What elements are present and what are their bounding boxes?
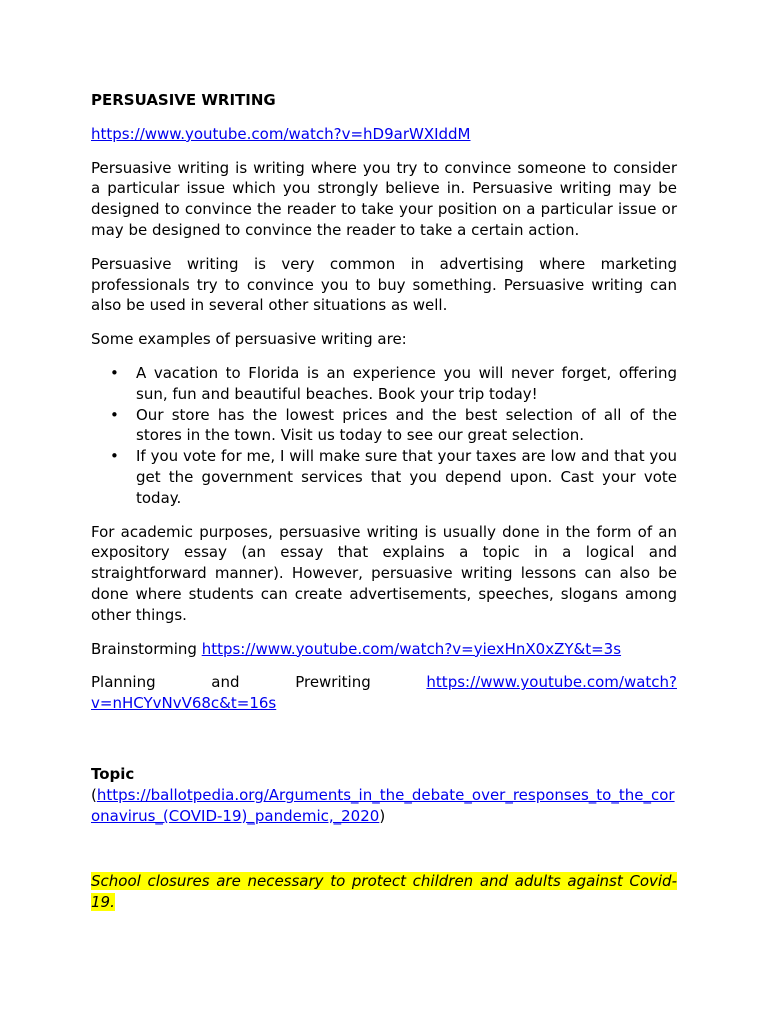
document-page	[91, 90, 677, 913]
document-title: PERSUASIVE WRITING	[91, 91, 276, 109]
example-text: Our store has the lowest prices and the best selection of all of the stores in the town. Visit us today to see our great selection.	[136, 405, 677, 445]
planning-label: Planning and Prewriting	[91, 673, 371, 692]
bullet-icon: •	[110, 405, 119, 424]
spacer	[91, 826, 677, 871]
intro-link-paragraph	[91, 124, 677, 145]
examples-list	[91, 363, 677, 509]
example-text: A vacation to Florida is an experience you will never forget, offering sun, fun and beautiful beaches. Book your trip today!	[136, 363, 677, 403]
thesis-statement	[91, 871, 677, 913]
topic-link-line	[91, 785, 677, 827]
planning-line	[91, 672, 677, 693]
brainstorming-line	[91, 639, 677, 660]
paragraph-advertising: Persuasive writing is very common in advertising where marketing professionals try to convince you to buy something. Persuasive writing can also be used in several other situations as well.	[91, 254, 677, 315]
example-text: If you vote for me, I will make sure that your taxes are low and that you get the government services that you depend upon. Cast your vote today.	[136, 447, 677, 507]
topic-close-paren: )	[379, 806, 386, 825]
brainstorming-label: Brainstorming	[91, 639, 197, 658]
topic-heading: Topic	[91, 764, 135, 783]
bullet-icon: •	[110, 447, 119, 466]
topic-open-paren: (	[91, 785, 97, 804]
planning-line-continued	[91, 693, 677, 714]
brainstorming-video-link[interactable]: https://www.youtube.com/watch?v=yiexHnX0xZY&t=3s	[201, 639, 622, 658]
paragraph-definition: Persuasive writing is writing where you try to convince someone to consider a particular issue which you strongly believe in. Persuasive writing may be designed to convince the reader to take your position on a particular issue or may be designed to convince the reader to take a certain action.	[91, 158, 677, 239]
list-item	[91, 446, 677, 508]
spacer	[91, 714, 677, 764]
topic-source-link[interactable]: https://ballotpedia.org/Arguments_in_the_debate_over_responses_to_the_coronavirus_(COVID-19)_pandemic,_2020	[91, 785, 675, 825]
paragraph-academic: For academic purposes, persuasive writing is usually done in the form of an expository essay (an essay that explains a topic in a logical and straightforward manner). However, persuasive writing lessons can also be done where students can create advertisements, speeches, slogans among other things.	[91, 522, 677, 624]
intro-video-link[interactable]: https://www.youtube.com/watch?v=hD9arWXIddM	[91, 124, 471, 143]
thesis-highlighted-text: School closures are necessary to protect children and adults against Covid-19.	[91, 872, 677, 912]
list-item	[91, 363, 677, 405]
examples-intro: Some examples of persuasive writing are:	[91, 330, 407, 349]
planning-video-link-part2[interactable]: v=nHCYvNvV68c&t=16s	[91, 694, 277, 713]
planning-video-link-part1[interactable]: https://www.youtube.com/watch?	[426, 673, 677, 692]
bullet-icon: •	[110, 363, 119, 382]
planning-block	[91, 672, 677, 714]
list-item	[91, 405, 677, 447]
